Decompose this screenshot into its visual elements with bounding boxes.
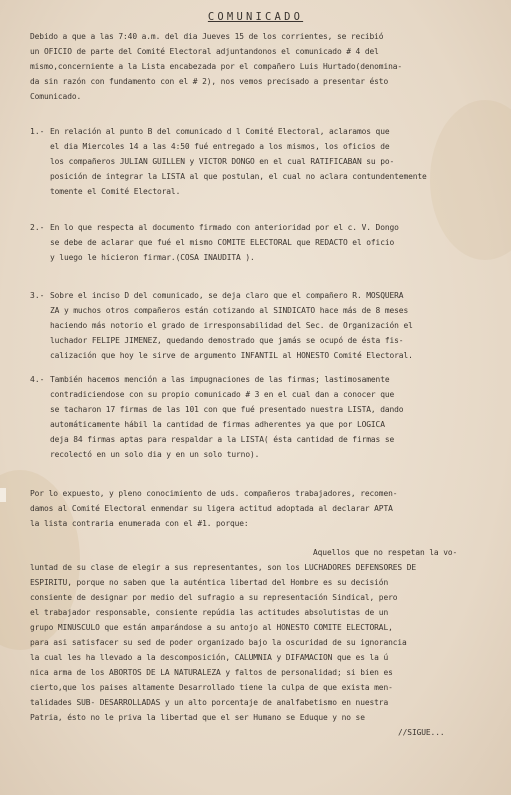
- paper-tear: [0, 488, 6, 502]
- intro-line: Debido a que a las 7:40 a.m. del dia Jueves 15 de los corrientes, se recibió: [30, 32, 384, 41]
- item-line: calización que hoy le sirve de argumento INFANTIL al HONESTO Comité Electoral.: [50, 351, 413, 360]
- intro-line: Comunicado.: [30, 92, 82, 101]
- final-line: consiente de designar por medio del sufragio a su representación Sindical, pero: [30, 593, 398, 602]
- item-line: En lo que respecta al documento firmado con anterioridad por el c. V. Dongo: [50, 223, 399, 232]
- item-number: 3.-: [30, 291, 45, 300]
- item-line: En relación al punto B del comunicado d l Comité Electoral, aclaramos que: [50, 127, 390, 136]
- final-line: ESPIRITU, porque no saben que la auténtica libertad del Hombre es su decisión: [30, 578, 389, 587]
- item-line: ZA y muchos otros compañeros están cotizando al SINDICATO hace más de 8 meses: [50, 306, 409, 315]
- final-line: para asi satisfacer su sed de poder organizado bajo la oscuridad de su ignorancia: [30, 638, 407, 647]
- item-line: tomente el Comité Electoral.: [50, 187, 181, 196]
- item-number: 4.-: [30, 375, 45, 384]
- document-title: COMUNICADO: [207, 11, 304, 23]
- intro-line: da sin razón con fundamento con el # 2), nos vemos precisado a presentar ésto: [30, 77, 389, 86]
- closing-line: Por lo expuesto, y pleno conocimiento de uds. compañeros trabajadores, recomen-: [30, 489, 398, 498]
- final-line: talidades SUB- DESARROLLADAS y un alto porcentaje de analfabetismo en nuestra: [30, 698, 389, 707]
- item-line: haciendo más notorio el grado de irresponsabilidad del Sec. de Organización el: [50, 321, 413, 330]
- item-line: También hacemos mención a las impugnaciones de las firmas; lastimosamente: [50, 375, 390, 384]
- item-line: se debe de aclarar que fué el mismo COMITE ELECTORAL que REDACTO el oficio: [50, 238, 395, 247]
- item-line: contradiciendose con su propio comunicado # 3 en el cual dan a conocer que: [50, 390, 395, 399]
- final-line: nica arma de los ABORTOS DE LA NATURALEZA y faltos de personalidad; si bien es: [30, 668, 393, 677]
- item-line: y luego le hicieron firmar.(COSA INAUDITA ).: [50, 253, 255, 262]
- continuation-mark: //SIGUE...: [398, 728, 445, 737]
- final-line: cierto,que los paises altamente Desarrollado tiene la culpa de que exista men-: [30, 683, 393, 692]
- final-line: Aquellos que no respetan la vo-: [313, 548, 458, 557]
- final-line: Patria, ésto no le priva la libertad que el ser Humano se Eduque y no se: [30, 713, 365, 722]
- item-line: posición de integrar la LISTA al que postulan, el cual no aclara contundentemente: [50, 172, 427, 181]
- intro-line: un OFICIO de parte del Comité Electoral adjuntandonos el comunicado # 4 del: [30, 47, 379, 56]
- item-line: recolectó en un solo dia y en un solo turno).: [50, 450, 260, 459]
- final-line: luntad de su clase de elegir a sus representantes, son los LUCHADORES DEFENSORES DE: [30, 563, 416, 572]
- item-number: 1.-: [30, 127, 45, 136]
- paper-stain: [430, 100, 511, 260]
- item-line: Sobre el inciso D del comunicado, se deja claro que el compañero R. MOSQUERA: [50, 291, 404, 300]
- item-number: 2.-: [30, 223, 45, 232]
- item-line: se tacharon 17 firmas de las 101 con que fué presentado nuestra LISTA, dando: [50, 405, 404, 414]
- final-line: la cual les ha llevado a la descomposición, CALUMNIA y DIFAMACION que es la ú: [30, 653, 389, 662]
- item-line: deja 84 firmas aptas para respaldar a la LISTA( ésta cantidad de firmas se: [50, 435, 395, 444]
- item-line: el dia Miercoles 14 a las 4:50 fué entregado a los mismos, los oficios de: [50, 142, 390, 151]
- item-line: los compañeros JULIAN GUILLEN y VICTOR DONGO en el cual RATIFICABAN su po-: [50, 157, 395, 166]
- item-line: luchador FELIPE JIMENEZ, quedando demostrado que jamás se ocupó de ésta fis-: [50, 336, 404, 345]
- item-line: automáticamente hábil la cantidad de firmas adherentes ya que por LOGICA: [50, 420, 385, 429]
- final-line: el trabajador responsable, consiente repúdia las actitudes absolutistas de un: [30, 608, 389, 617]
- final-line: grupo MINUSCULO que están amparándose a su antojo al HONESTO COMITE ELECTORAL,: [30, 623, 393, 632]
- closing-line: damos al Comité Electoral enmendar su ligera actitud adoptada al declarar APTA: [30, 504, 393, 513]
- intro-line: mismo,concerniente a la Lista encabezada por el compañero Luis Hurtado(denomina-: [30, 62, 403, 71]
- closing-line: la lista contraria enumerada con el #1. porque:: [30, 519, 249, 528]
